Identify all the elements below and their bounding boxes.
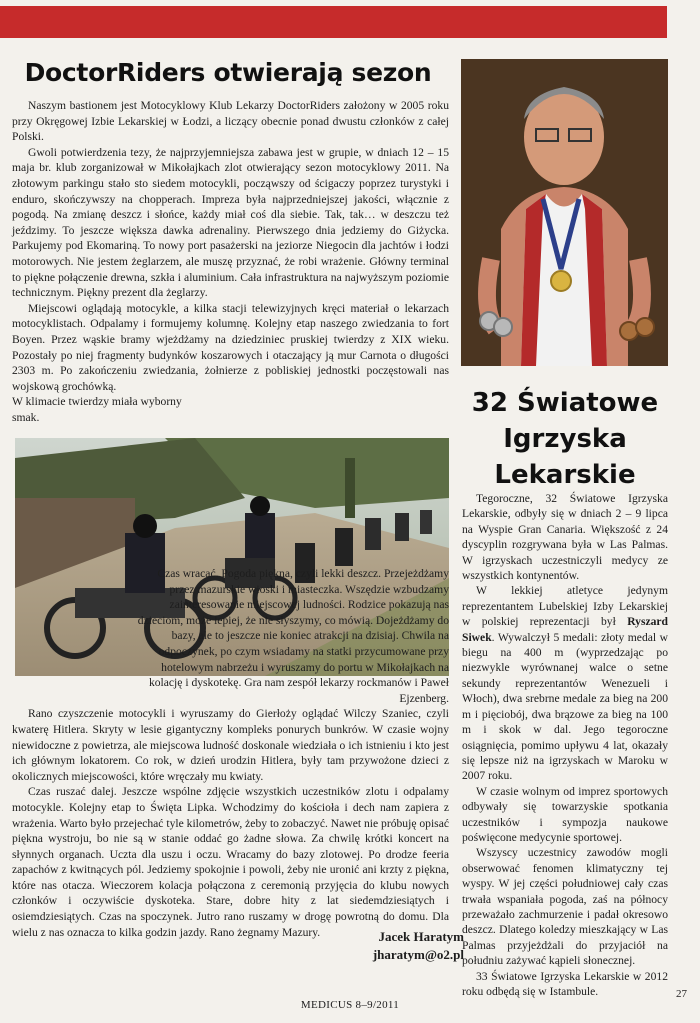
author-signature [373, 928, 464, 964]
author-name: Jacek Haratym [378, 929, 464, 944]
magazine-footer: MEDICUS 8–9/2011 [300, 999, 400, 1011]
sidebar-title-line-1: 32 Światowe [471, 388, 659, 418]
article-paragraph-2: Gwoli potwierdzenia tezy, że najprzyjemniejsza zabawa jest w grupie, w dniach 12 – 15 maja br. klub zorganizował w Mikołajkach zlot otwierający sezon motocyklowy 2011. Na złotowym parkingu stało sto siedem motocykli, począwszy od ścigaczy poprzez turystyki i enduro, skończywszy na chopperach. Impreza była najprzedniejszej jakości, włącznie z pogodą. Na zmianę deszcz i słońce, każdy miał coś dla siebie. Tak, tak… w deszczu też jeździmy. To jeszcze większa dawka adrenaliny. Pierwszego dnia jedziemy do Giżycka. Parkujemy pod Ekomariną. To nowy port pasażerski na jeziorze Niegocin dla jachtów i łodzi motorowych. Nie jestem żeglarzem, ale muszę przyznać, że robi wrażenie. Główny terminal to piękne połączenie drewna, szkła i aluminium. Cała infrastruktura na najwyższym poziomie technicznym. Piękny prezent dla żeglarzy. [12, 145, 449, 300]
sidebar-title-line-2: Igrzyska [503, 424, 627, 454]
sidebar-paragraph-5: 33 Światowe Igrzyska Lekarskie w 2012 roku odbędą się w Istambule. [462, 969, 668, 998]
article-wrap-line-1: W klimacie twierdzy miała wyborny [12, 395, 182, 409]
article-paragraph-3: Miejscowi oglądają motocykle, a kilka stacji telewizyjnych kręci materiał o lekarzach motocyklistach. Odpalamy i formujemy kolumnę. Kolejny etap naszego zwiedzania to fort Boyen. Przez wąskie bramy wjeżdżamy na dziedziniec pruskiej twierdzy z XIX wieku. Pozostały po niej fragmenty budynków koszarowych i otaczający ją mur Carnota o długości 2303 m. Po zakończeniu zwiedzania, żołnierze z pobliskiej jednostki poczęstowali nas wojskową grochówką. [12, 301, 449, 393]
sidebar-p2-start: W lekkiej atletyce jedynym reprezentantem Lubelskiej Izby Lekarskiej w polskiej reprezentacji był [462, 584, 668, 629]
article-paragraph-5: Rano czyszczenie motocykli i wyruszamy do Gierłoży oglądać Wilczy Szaniec, czyli kwaterę Hitlera. Skryty w lesie gigantyczny kompleks ponurych bunkrów. W czasie wojny niewidoczne z powietrza, ale miejscowa ludność doskonale wiedziała o ich istnieniu i kto jest ich głównym lokatorem. Co rok, w dzień urodzin Hitlera, były tam przywożone dzieci z okolicznych miejscowości, które wręczały mu kwiaty. [12, 707, 449, 783]
athlete-name: Ryszard Siwek [462, 615, 668, 644]
medalist-photo [461, 59, 668, 366]
sidebar-body [462, 491, 668, 999]
sidebar-title-line-3: Lekarskie [494, 460, 636, 490]
top-red-bar [0, 6, 667, 38]
sidebar-p2-end: . Wywalczył 5 medali: złoty medal w biegu na 400 m (wyprzedzając po niezwykle wyrównanej walce o setne sekundy reprezentantów Wenezueli i Włoch), dwa srebrne medale za bieg na 200 m i pięciobój, dwa brązowe za bieg na 100 m i skok w dal. Jego tegoroczne osiągnięcia, pomimo upływu 4 lat, okazały się lepsze niż na igrzyskach w Maroku w 2007 roku. [462, 630, 668, 783]
article-body-bottom [12, 566, 449, 940]
article-paragraph-1: Naszym bastionem jest Motocyklowy Klub Lekarzy DoctorRiders założony w 2005 roku przy Okręgowej Izbie Lekarskiej w Łodzi, a liczący obecnie ponad dwustu członków z całej Polski. [12, 99, 449, 144]
sidebar-paragraph-1: Tegoroczne, 32 Światowe Igrzyska Lekarskie, odbyły się w dniach 2 – 9 lipca na Wyspie Gran Canaria. Większość z 24 dyscyplin rozgrywana była w Las Palmas. W igrzyskach uczestniczyli medycy ze wszystkich kontynentów. [462, 492, 668, 583]
sidebar-paragraph-3: W czasie wolnym od imprez sportowych odbywały się towarzyskie spotkania uczestników i sympozja naukowe poświęcone medycynie sportowej. [462, 784, 668, 844]
article-body-top [12, 98, 449, 425]
article-paragraph-6: Czas ruszać dalej. Jeszcze wspólne zdjęcie wszystkich uczestników zlotu i odpalamy motocykle. Kolejny etap to Święta Lipka. Wchodzimy do kościoła i dech nam zapiera z wrażenia. Warto było przejechać tyle kilometrów, żeby to zobaczyć. Nawet nie próbuję opisać piękna wystroju, bo nie są w stanie oddać go żadne słowa. Za chwilę krótki koncert na słynnych organach. Uczta dla uszu i oczu. Wracamy do bazy zlotowej. Po drodze feeria zapachów z kwitnących pól. Jedziemy spokojnie i powoli, żeby nie uronić ani krzty z piękna, które nas otacza. Wieczorem kolacja połączona z ceremonią przyjęcia do klubu nowych członków i oczywiście dyskoteka. Stare, dobre hity z lat siedemdziesiątych i osiemdziesiątych. Czas na spoczynek. Jutro rano ruszamy w drogę powrotną do domu. Dla wielu z nas oznacza to kilka godzin jazdy. Rano żegnamy Mazury. [12, 785, 449, 939]
sidebar-title [462, 385, 668, 493]
sidebar-paragraph-4: Wszyscy uczestnicy zawodów mogli obserwować fenomen klimatyczny tej wyspy. W jej części południowej cały czas trwała wspaniała pogoda, zaś na północy przeważało zachmurzenie i padał okresowo deszcz. Dlatego koledzy mieszkający w Las Palmas przyjeżdżali do przyjaciół na południu zażywać kąpieli słonecznej. [462, 846, 668, 968]
article-wrap-line-2: smak. [12, 410, 40, 424]
author-email: jharatym@o2.pl [372, 947, 464, 962]
sidebar-paragraph-2 [462, 583, 668, 783]
article-paragraph-4: Czas wracać. Pogoda piękna, czyli lekki deszcz. Przejeżdżamy przez mazurskie wioski i miasteczka. Wszędzie wzbudzamy zainteresowanie miejscowej ludności. Rodzice pokazują nas dzieciom, może lepiej, że nie słyszymy, co mówią. Dojeżdżamy do bazy, ale to jeszcze nie koniec atrakcji na dzisiaj. Chwila na odpoczynek, po czym wsiadamy na statki przycumowane przy hotelowym nabrzeżu i wyruszamy do portu w Mikołajkach na kolację i dyskotekę. Gra nam zespół lekarzy rockmanów i Paweł Ejzenberg. [137, 567, 449, 705]
page-number: 27 [676, 988, 687, 1000]
article-title: DoctorRiders otwierają sezon [24, 58, 432, 87]
medalist-illustration [461, 59, 668, 366]
